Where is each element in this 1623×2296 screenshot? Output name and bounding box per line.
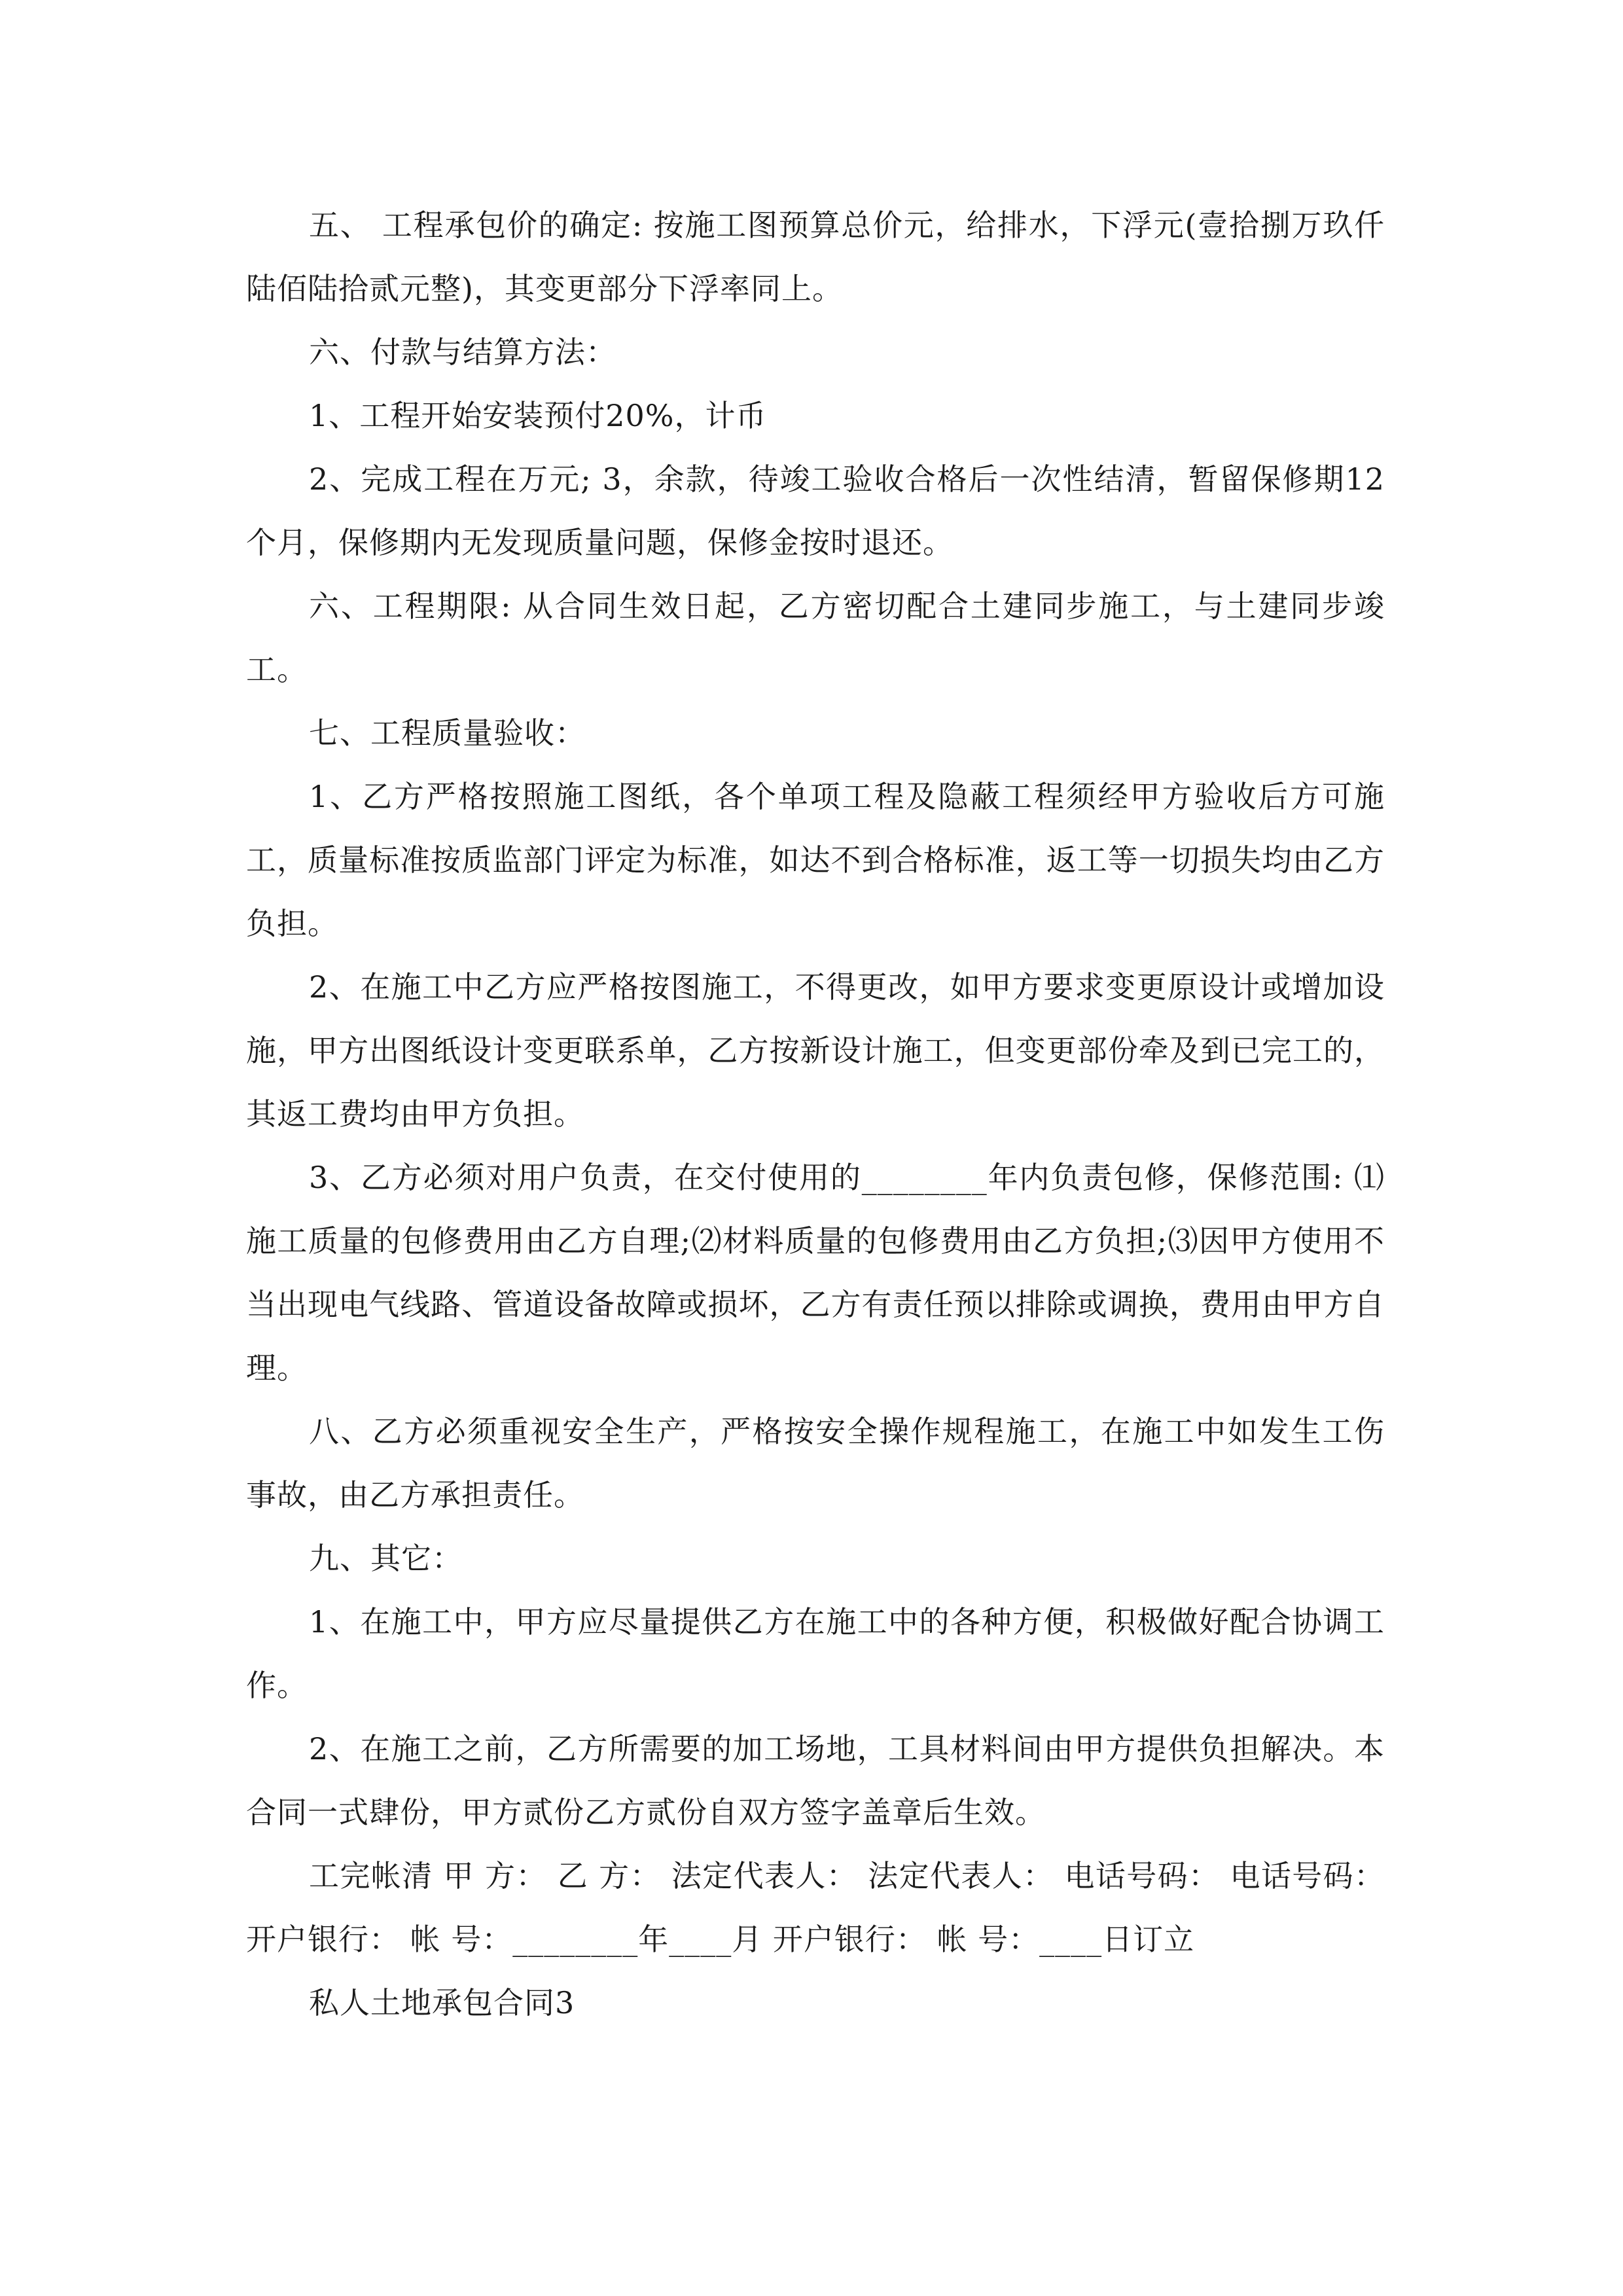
clause-5-contract-price: 五、 工程承包价的确定: 按施工图预算总价元，给排水，下浮元(壹拾捌万玖仟陆佰陆拾贰元整)，其变更部分下浮率同上。 (246, 207, 1385, 306)
payment-item-2: 2、完成工程在万元; 3，余款，待竣工验收合格后一次性结清，暂留保修期12个月，保修期内无发现质量问题，保修金按时退还。 (246, 461, 1385, 560)
clause-7-quality-heading: 七、工程质量验收： (309, 715, 586, 751)
clause-9-other-heading: 九、其它： (309, 1541, 463, 1576)
quality-item-1: 1、乙方严格按照施工图纸，各个单项工程及隐蔽工程须经甲方验收后方可施工，质量标准按质监部门评定为标准，如达不到合格标准，返工等一切损失均由乙方负担。 (246, 779, 1385, 941)
payment-item-1: 1、工程开始安装预付20%，计币 (309, 398, 767, 433)
other-item-2: 2、在施工之前，乙方所需要的加工场地，工具材料间由甲方提供负担解决。本合同一式肆份，甲方贰份乙方贰份自双方签字盖章后生效。 (246, 1731, 1385, 1830)
document-body (246, 194, 1385, 2035)
other-item-1: 1、在施工中，甲方应尽量提供乙方在施工中的各种方便，积极做好配合协调工作。 (246, 1604, 1385, 1703)
signature-block: 工完帐清 甲 方： 乙 方： 法定代表人： 法定代表人： 电话号码： 电话号码： 开户银行： 帐 号：________年____月 开户银行： 帐 号：____日订立 (246, 1858, 1385, 1957)
clause-6-payment-heading: 六、付款与结算方法： (309, 334, 616, 370)
quality-item-2: 2、在施工中乙方应严格按图施工，不得更改，如甲方要求变更原设计或增加设施，甲方出图纸设计变更联系单，乙方按新设计施工，但变更部份牵及到已完工的，其返工费均由甲方负担。 (246, 969, 1385, 1132)
quality-item-3: 3、乙方必须对用户负责，在交付使用的________年内负责包修，保修范围: ⑴施工质量的包修费用由乙方自理;⑵材料质量的包修费用由乙方负担;⑶因甲方使用不当出现电气线路、管道设备故障或损坏，乙方有责任预以排除或调换，费用由甲方自理。 (246, 1160, 1385, 1386)
clause-6-project-period: 六、工程期限: 从合同生效日起，乙方密切配合土建同步施工，与土建同步竣工。 (246, 588, 1385, 687)
next-contract-title: 私人土地承包合同3 (309, 1985, 575, 2020)
clause-8-safety: 八、乙方必须重视安全生产，严格按安全操作规程施工，在施工中如发生工伤事故，由乙方承担责任。 (246, 1414, 1385, 1513)
